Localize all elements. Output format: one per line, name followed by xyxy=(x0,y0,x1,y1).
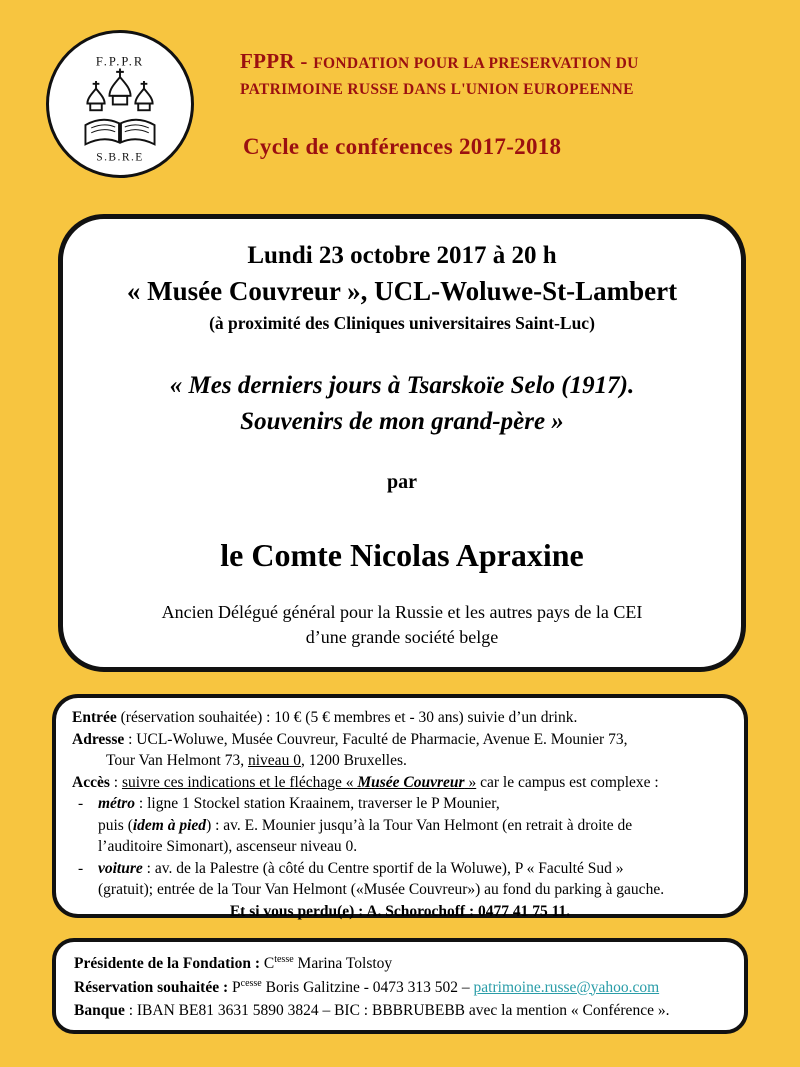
acces-label: Accès xyxy=(72,773,110,791)
voiture-label: voiture xyxy=(98,859,143,877)
metro-dash: - xyxy=(78,795,84,812)
lost-contact-line: Et si vous perdu(e) : A. Schorochoff : 0477 41 75 11. xyxy=(229,902,571,920)
voiture-dash: - xyxy=(78,859,84,877)
info-card xyxy=(52,694,748,918)
event-proximity: (à proximité des Cliniques universitaires Saint-Luc) xyxy=(209,313,595,333)
acces-underlined: suivre ces indications et le fléchage « Musée Couvreur » xyxy=(121,773,477,791)
adresse-line: Adresse : UCL-Woluwe, Musée Couvreur, Faculté de Pharmacie, Avenue E. Mounier 73, Tour Van Helmont 73, niveau 0, 1200 Bruxelles. xyxy=(72,729,728,772)
org-acronym: FPPR - xyxy=(240,49,314,73)
speaker-description xyxy=(63,600,741,650)
email-link[interactable]: patrimoine.russe@yahoo.com xyxy=(473,978,660,996)
open-book-icon xyxy=(85,120,154,144)
voiture-item: - voiture : av. de la Palestre (à côté du Centre sportif de la Woluwe), P « Faculté Sud » (gratuit); entrée de la Tour Van Helmont («Musée Couvreur») au fond du parking à gauche. xyxy=(78,859,665,898)
metro-item: - métro : ligne 1 Stockel station Kraainem, traverser le P Mounier, puis (idem à pied) : av. E. Mounier jusqu’à la Tour Van Helmont (en retrait à droite de l’auditoire Simonart), ascenseur niveau 0. xyxy=(78,795,633,855)
musee-couvreur-ref: Musée Couvreur xyxy=(357,773,465,791)
reservation-label: Réservation souhaitée : xyxy=(74,978,229,996)
event-date: Lundi 23 octobre 2017 à 20 h xyxy=(247,242,557,269)
domes-icon xyxy=(87,69,152,111)
tesse-superscript: tesse xyxy=(274,953,294,965)
speaker-name: le Comte Nicolas Apraxine xyxy=(220,537,584,573)
reservation-line: Réservation souhaitée : $P^{cesse}$ Boris Galitzine - 0473 313 502 – patrimoine.russe@yahoo.com xyxy=(74,977,660,996)
metro-label: métro xyxy=(98,795,136,812)
cycle-title: Cycle de conférences 2017-2018 xyxy=(243,134,562,159)
org-name-line1: FONDATION POUR LA PRESERVATION DU xyxy=(313,55,639,72)
event-venue: « Musée Couvreur », UCL-Woluwe-St-Lambert xyxy=(126,276,678,306)
event-card xyxy=(58,214,746,672)
logo-bottom-text: S.B.R.E xyxy=(96,151,144,164)
adresse-line2: Tour Van Helmont 73, niveau 0, 1200 Bruxelles. xyxy=(106,752,407,769)
talk-title-line2: Souvenirs de mon grand-père » xyxy=(240,408,564,435)
banque-line: Banque : IBAN BE81 3631 5890 3824 – BIC : BBBRUBEBB avec la mention « Conférence ». xyxy=(74,1002,670,1019)
logo-top-text: F.P.P.R xyxy=(95,54,145,69)
idem-a-pied: idem à pied xyxy=(132,816,207,834)
presidente-line: Présidente de la Fondation : $C^{tesse}$ Marina Tolstoy xyxy=(74,953,393,972)
speaker-description-line2: d’une grande société belge xyxy=(305,627,499,647)
par-label: par xyxy=(387,471,417,493)
onion-domes-book-icon xyxy=(49,33,191,175)
niveau-0: niveau 0 xyxy=(248,752,301,769)
talk-title xyxy=(63,368,741,440)
acces-line: Accès : suivre ces indications et le fléchage « Musée Couvreur » car le campus est complexe : xyxy=(72,773,659,791)
fppr-logo xyxy=(46,30,194,178)
entree-label: Entrée xyxy=(72,709,117,726)
org-name-line2: PATRIMOINE RUSSE DANS L'UNION EUROPEENNE xyxy=(240,81,634,98)
org-title xyxy=(240,48,785,103)
banque-label: Banque xyxy=(74,1002,125,1019)
adresse-label: Adresse xyxy=(72,730,125,748)
speaker-description-line1: Ancien Délégué général pour la Russie et les autres pays de la CEI xyxy=(161,602,643,622)
footer-card xyxy=(52,938,748,1034)
talk-title-line1: « Mes derniers jours à Tsarskoïe Selo (1917). xyxy=(169,372,635,399)
entree-line: Entrée (réservation souhaitée) : 10 € (5 € membres et - 30 ans) suivie d’un drink. xyxy=(72,709,578,726)
presidente-label: Présidente de la Fondation : xyxy=(74,955,260,972)
cesse-superscript: cesse xyxy=(240,977,262,989)
